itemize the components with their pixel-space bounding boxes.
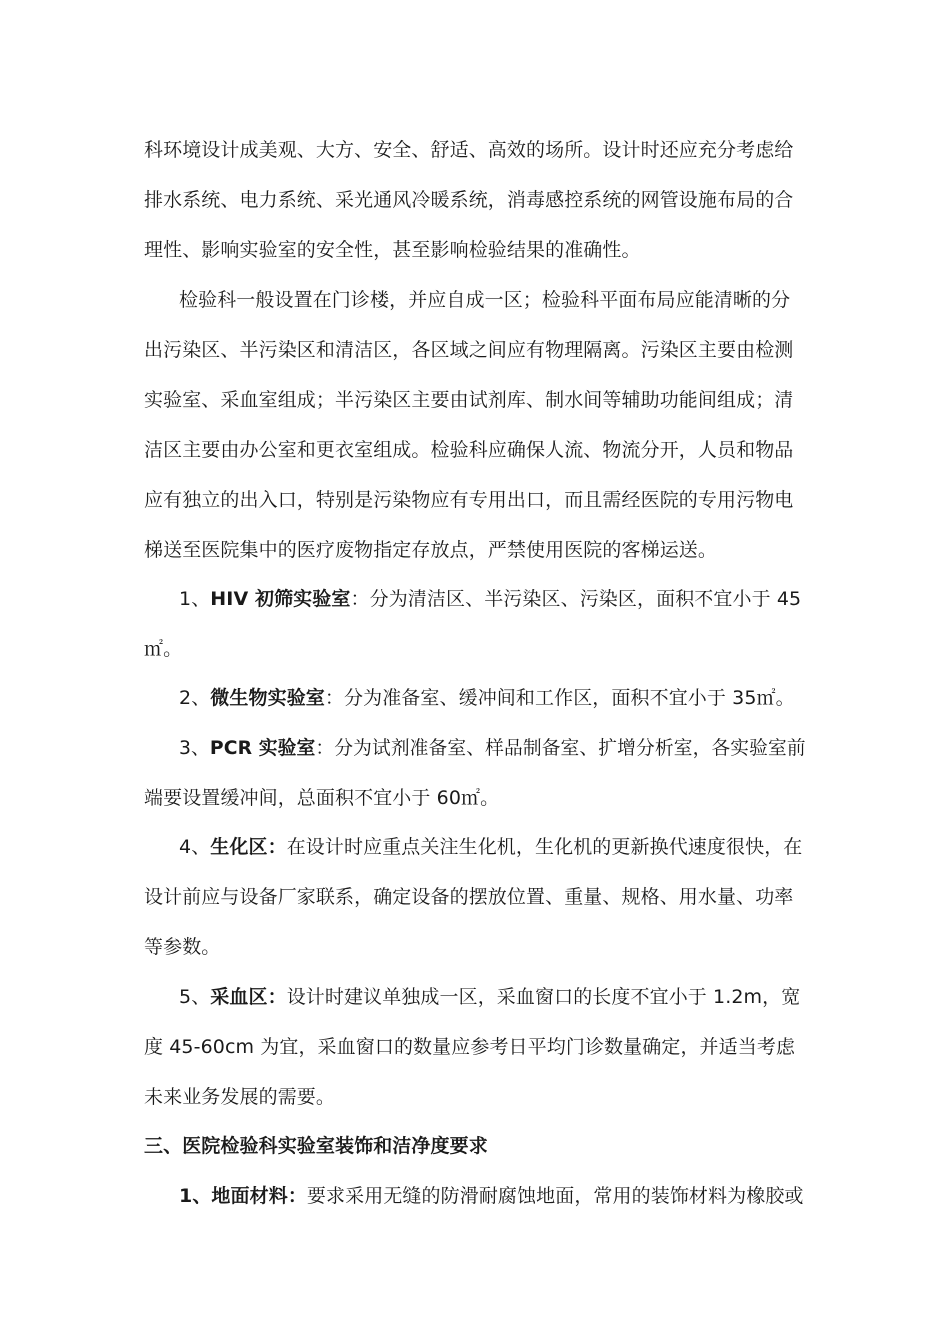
list-item-floor-material — [179, 1181, 804, 1211]
paragraph-line: 检验科一般设置在门诊楼，并应自成一区；检验科平面布局应能清晰的分 — [179, 289, 791, 311]
paragraph-line: 洁区主要由办公室和更衣室组成。检验科应确保人流、物流分开，人员和物品 — [144, 439, 794, 461]
item-number: 3、 — [179, 737, 210, 759]
item-number: 4、 — [179, 836, 211, 858]
list-item-microbiology-lab — [179, 683, 795, 713]
item-text: 设计时建议单独成一区，采血窗口的长度不宜小于 1.2m，宽 — [286, 986, 801, 1008]
list-item-blood-collection-area — [179, 982, 800, 1012]
paragraph-line: 设计前应与设备厂家联系，确定设备的摆放位置、重量、规格、用水量、功率 — [144, 886, 794, 908]
item-number: 5、 — [179, 986, 211, 1008]
paragraph-line: 实验室、采血室组成；半污染区主要由试剂库、制水间等辅助功能间组成；清 — [144, 389, 794, 411]
paragraph-line: 应有独立的出入口，特别是污染物应有专用出口，而且需经医院的专用污物电 — [144, 489, 794, 511]
list-item-pcr-lab — [179, 733, 806, 763]
paragraph-line: 度 45-60cm 为宜，采血窗口的数量应参考日平均门诊数量确定，并适当考虑 — [144, 1036, 796, 1058]
item-text: 在设计时应重点关注生化机，生化机的更新换代速度很快，在 — [286, 836, 803, 858]
item-number: 1、 — [179, 588, 211, 610]
paragraph-line: 端要设置缓冲间，总面积不宜小于 60㎡。 — [144, 787, 500, 809]
item-text: 要求采用无缝的防滑耐腐蚀地面，常用的装饰材料为橡胶或 — [306, 1185, 804, 1207]
item-text: ：分为清洁区、半污染区、污染区，面积不宜小于 45 — [350, 588, 802, 610]
paragraph-line: 科环境设计成美观、大方、安全、舒适、高效的场所。设计时还应充分考虑给 — [144, 139, 794, 161]
item-title: 微生物实验室 — [210, 687, 325, 709]
item-title: 采血区： — [210, 986, 287, 1008]
section-heading: 三、医院检验科实验室装饰和洁净度要求 — [144, 1135, 488, 1157]
list-item-biochem-area — [179, 832, 802, 862]
item-text: ：分为准备室、缓冲间和工作区，面积不宜小于 35㎡。 — [324, 687, 795, 709]
paragraph-line: 等参数。 — [144, 936, 221, 958]
item-text: ：分为试剂准备室、样品制备室、扩增分析室，各实验室前 — [315, 737, 806, 759]
paragraph-line: 未来业务发展的需要。 — [144, 1086, 336, 1108]
paragraph-line: 理性、影响实验室的安全性，甚至影响检验结果的准确性。 — [144, 239, 641, 261]
item-title: PCR 实验室 — [209, 737, 316, 759]
paragraph-line: ㎡。 — [144, 638, 183, 660]
item-title: 生化区： — [210, 836, 287, 858]
paragraph-line: 出污染区、半污染区和清洁区，各区域之间应有物理隔离。污染区主要由检测 — [144, 339, 794, 361]
item-title: 1、地面材料： — [179, 1185, 307, 1207]
paragraph-line: 排水系统、电力系统、采光通风冷暖系统，消毒感控系统的网管设施布局的合 — [144, 189, 794, 211]
list-item-hiv-lab — [179, 584, 801, 614]
paragraph-line: 梯送至医院集中的医疗废物指定存放点，严禁使用医院的客梯运送。 — [144, 539, 718, 561]
item-title: HIV 初筛实验室 — [210, 588, 351, 610]
item-number: 2、 — [179, 687, 211, 709]
